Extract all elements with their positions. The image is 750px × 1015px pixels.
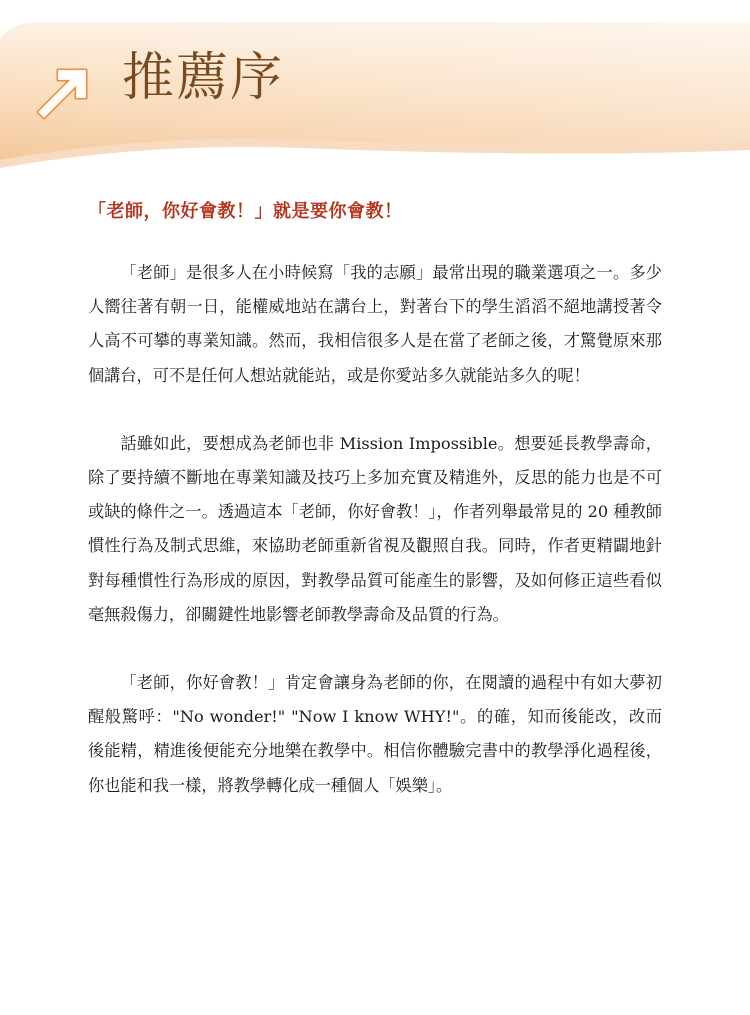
section-subtitle: 「老師，你好會教！」就是要你會教！ [88,201,403,222]
paragraph-3: 「老師，你好會教！」肯定會讓身為老師的你，在閱讀的過程中有如大夢初醒般驚呼："No wonder!" "Now I know WHY!"。的確，知而後能改，改而後能精，精進後便能充分地樂在教學中。相信你體驗完書中的教學淨化過程後，你也能和我一樣，將教學轉化成一種個人「娛樂」。 [88,673,662,795]
arrow-up-right-icon [30,62,92,120]
header-band [0,0,750,175]
paragraph-2: 話雖如此，要想成為老師也非 Mission Impossible。想要延長教學壽命，除了要持續不斷地在專業知識及技巧上多加充實及精進外，反思的能力也是不可或缺的條件之一。透過這本「老師，你好會教！」，作者列舉最常見的 20 種教師慣性行為及制式思維，來協助老師重新省視及觀照自我。同時，作者更精闢地針對每種慣性行為形成的原因，對教學品質可能產生的影響，及如何修正這些看似毫無殺傷力，卻關鍵性地影響老師教學壽命及品質的行為。 [88,433,662,624]
body-text [88,256,662,837]
page-title: 推薦序 [122,48,285,108]
paragraph-1: 「老師」是很多人在小時候寫「我的志願」最常出現的職業選項之一。多少人嚮往著有朝一日，能權威地站在講台上，對著台下的學生滔滔不絕地講授著令人高不可攀的專業知識。然而，我相信很多人是在當了老師之後，才驚覺原來那個講台，可不是任何人想站就能站，或是你愛站多久就能站多久的呢！ [88,263,662,385]
